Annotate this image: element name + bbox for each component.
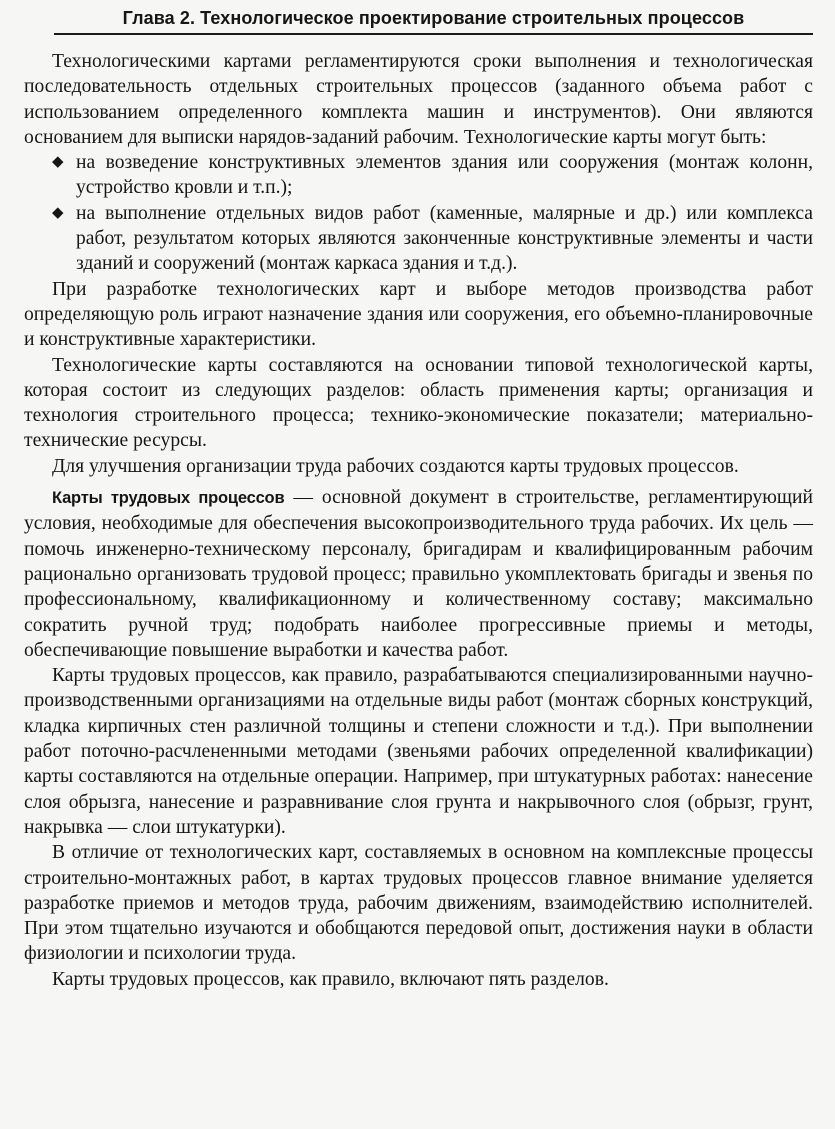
paragraph-intro: Технологическими картами регламентируются сроки выполнения и технологическая последовательность отдельных строительных процессов (заданного объема работ с использованием определенного комплекта машин и инструментов). Они являются основанием для выписки нарядов-заданий рабочим. Технологические карты могут быть:: [24, 51, 813, 148]
paragraph-definition: [24, 485, 813, 663]
page-body: [24, 49, 813, 992]
paragraph-labor-organization: Для улучшения организации труда рабочих создаются карты трудовых процессов.: [52, 455, 739, 477]
paragraph-difference: В отличие от технологических карт, составляемых в основном на комплексные процессы строительно-монтажных работ, в картах трудовых процессов главное внимание уделяется разработке приемов и методов труда, рабочим движениям, взаимодействию исполнителей. При этом тщательно изучаются и обобщаются передовой опыт, достижения науки в области физиологии и психологии труда.: [24, 842, 813, 965]
tech-card-types-list: [24, 150, 813, 276]
paragraph-development: При разработке технологических карт и выборе методов производства работ определяющую роль играют назначение здания или сооружения, его объемно-планировочные и конструктивные характеристики.: [24, 278, 813, 351]
list-item-text: на возведение конструктивных элементов здания или сооружения (монтаж колонн, устройство кровли и т.п.);: [76, 152, 813, 199]
header-rule: [54, 33, 813, 35]
diamond-bullet-icon: ◆: [52, 154, 64, 171]
defined-term: Карты трудовых процессов: [52, 489, 285, 508]
list-item: [52, 201, 813, 277]
definition-text: — основной документ в строительстве, регламентирующий условия, необходимые для обеспечения высокопроизводительного труда рабочих. Их цель — помочь инженерно-техническому персоналу, бригадирам и квалифицированным рабочим рационально организовать трудовой процесс; правильно укомплектовать бригады и звенья по профессиональному, квалификационному и количественному составу; максимально сократить ручной труд; подобрать наиболее прогрессивные приемы и методы, обеспечивающие повышение выработки и качества работ.: [24, 487, 813, 661]
diamond-bullet-icon: ◆: [52, 204, 64, 221]
paragraph-sections: Технологические карты составляются на основании типовой технологической карты, которая состоит из следующих разделов: область применения карты; организация и технология строительного процесса; технико-экономические показатели; материально-технические ресурсы.: [24, 354, 813, 452]
chapter-running-header: Глава 2. Технологическое проектирование строительных процессов: [122, 8, 745, 28]
paragraph-five-sections: Карты трудовых процессов, как правило, включают пять разделов.: [52, 968, 609, 990]
list-item-text: на выполнение отдельных видов работ (каменные, малярные и др.) или комплекса работ, результатом которых являются законченные конструктивные элементы и части зданий и сооружений (монтаж каркаса здания и т.д.).: [76, 202, 813, 275]
paragraph-development-orgs: Карты трудовых процессов, как правило, разрабатываются специализированными научно-производственными организациями на отдельные виды работ (монтаж сборных конструкций, кладка кирпичных стен различной толщины и степени сложности и т.д.). При выполнении работ поточно-расчлененными методами (звеньями рабочих определенной квалификации) карты составляются на отдельные операции. Например, при штукатурных работах: нанесение слоя обрызга, нанесение и разравнивание слоя грунта и накрывочного слоя (обрызг, грунт, накрывка — слои штукатурки).: [24, 665, 813, 838]
list-item: [52, 150, 813, 201]
